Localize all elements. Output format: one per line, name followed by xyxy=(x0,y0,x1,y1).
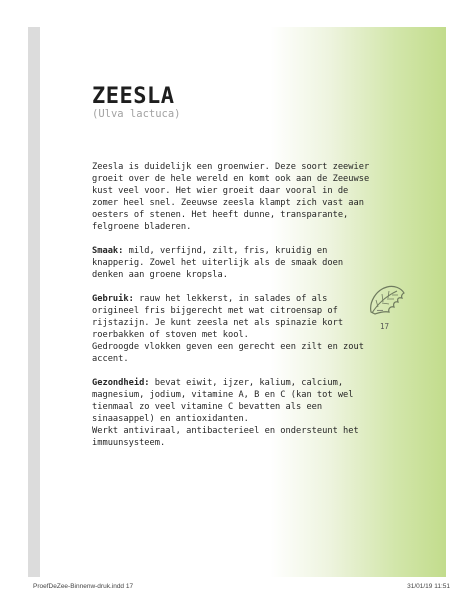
gebruik-text: rauw het lekkerst, in salades of als origineel fris bijgerecht met wat citroensap of rijstazijn. Je kunt zeesla net als spinazie kort roerbakken of stoven met kool. xyxy=(92,294,344,340)
page-title: ZEESLA xyxy=(92,84,175,109)
smaak-label: Smaak: xyxy=(92,246,124,256)
gezondheid-extra: Werkt antiviraal, antibacterieel en ondersteunt het immuunsysteem. xyxy=(92,426,359,448)
gebruik-label: Gebruik: xyxy=(92,294,134,304)
print-slug-datetime: 31/01/19 11:51 xyxy=(407,583,450,590)
page-margin-strip xyxy=(28,27,40,577)
page-number: 17 xyxy=(380,322,390,331)
seaweed-leaf-icon xyxy=(367,282,407,318)
smaak-paragraph xyxy=(92,245,377,281)
gezondheid-paragraph xyxy=(92,377,377,449)
gezondheid-text: bevat eiwit, ijzer, kalium, calcium, magnesium, jodium, vitamine A, B en C (kan tot wel tienmaal zo veel vitamine C bevatten als een sinaasappel) en antioxidanten. xyxy=(92,378,354,424)
intro-paragraph: Zeesla is duidelijk een groenwier. Deze soort zeewier groeit over de hele wereld en komt ook aan de Zeeuwse kust veel voor. Het wier groeit daar vooral in de zomer heel snel. Zeeuwse zeesla klampt zich vast aan oesters of stenen. Het heeft dunne, transparante, felgroene bladeren. xyxy=(92,162,370,232)
gebruik-extra: Gedroogde vlokken geven een gerecht een zilt en zout accent. xyxy=(92,342,364,364)
print-slug-filename: ProefDeZee-Binnenw-druk.indd 17 xyxy=(33,583,134,590)
folio-dash: — xyxy=(377,305,384,316)
article-body xyxy=(92,161,377,461)
gebruik-paragraph xyxy=(92,293,377,365)
gezondheid-label: Gezondheid: xyxy=(92,378,150,388)
page-subtitle: (Ulva lactuca) xyxy=(92,108,181,120)
smaak-text: mild, verfijnd, zilt, fris, kruidig en knapperig. Zowel het uiterlijk als de smaak doen denken aan groene kropsla. xyxy=(92,246,344,280)
